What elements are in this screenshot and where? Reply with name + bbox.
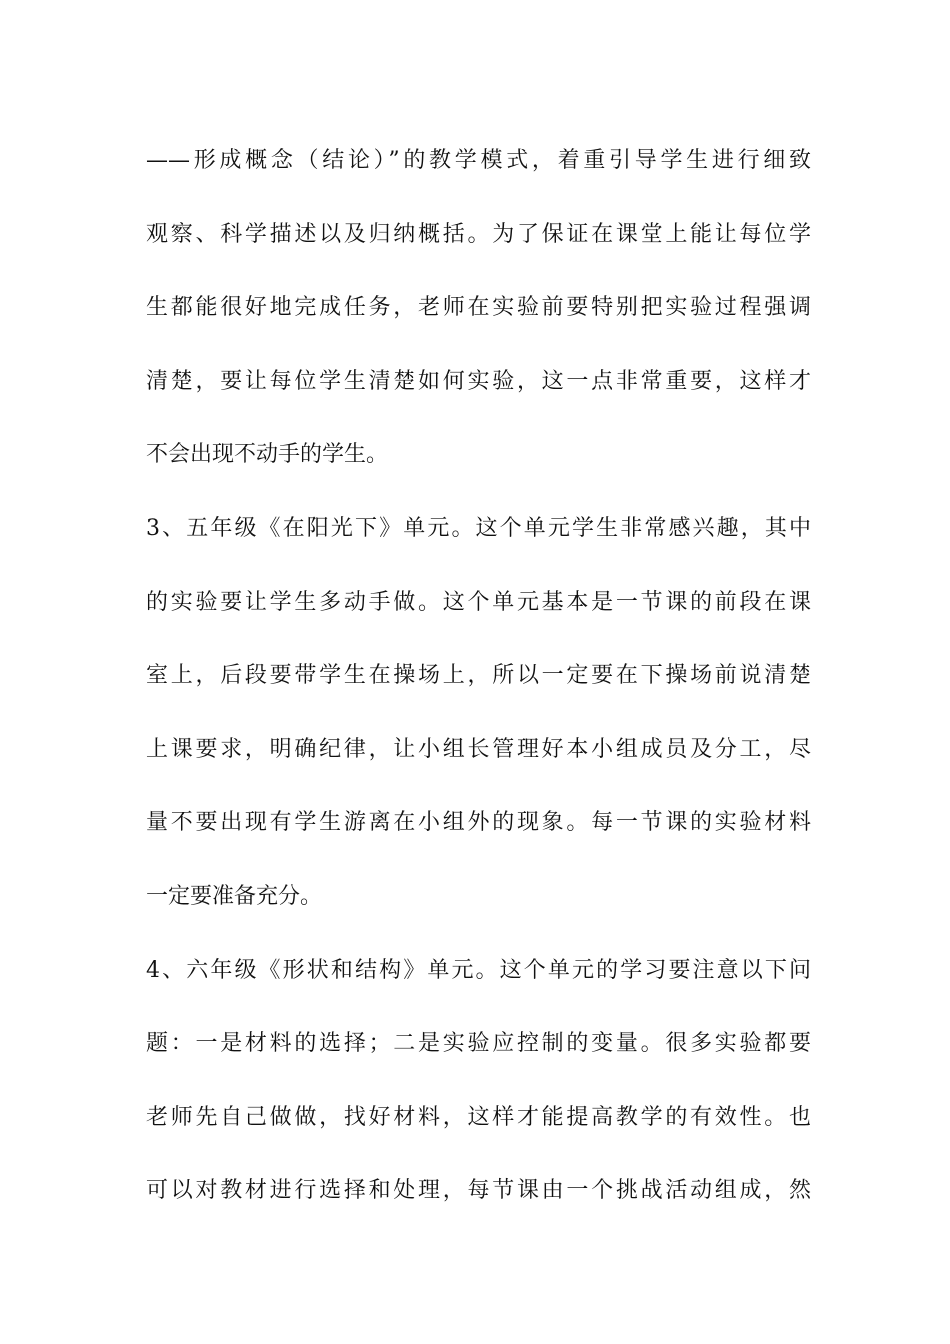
text-line: 观察、科学描述以及归纳概括。为了保证在课堂上能让每位学 xyxy=(146,221,811,247)
text-line: 一定要准备充分。 xyxy=(146,883,323,909)
text-line: 室上，后段要带学生在操场上，所以一定要在下操场前说清楚 xyxy=(146,663,811,689)
text-line: 可以对教材进行选择和处理，每节课由一个挑战活动组成，然 xyxy=(146,1178,811,1204)
text-line: 的实验要让学生多动手做。这个单元基本是一节课的前段在课 xyxy=(146,589,811,615)
text-line: 4、六年级《形状和结构》单元。这个单元的学习要注意以下问 xyxy=(146,957,811,983)
text-line: 3、五年级《在阳光下》单元。这个单元学生非常感兴趣，其中 xyxy=(146,515,811,541)
text-line: 上课要求，明确纪律，让小组长管理好本小组成员及分工，尽 xyxy=(146,736,811,762)
document-body xyxy=(146,124,811,1228)
text-line: 老师先自己做做，找好材料，这样才能提高教学的有效性。也 xyxy=(146,1104,811,1130)
text-line: 生都能很好地完成任务，老师在实验前要特别把实验过程强调 xyxy=(146,295,811,321)
text-line: 量不要出现有学生游离在小组外的现象。每一节课的实验材料 xyxy=(146,810,811,836)
text-line: 不会出现不动手的学生。 xyxy=(146,442,389,468)
text-line: 题：一是材料的选择；二是实验应控制的变量。很多实验都要 xyxy=(146,1031,811,1057)
text-line: 清楚，要让每位学生清楚如何实验，这一点非常重要，这样才 xyxy=(146,368,811,394)
text-line: ——形成概念（结论）”的教学模式，着重引导学生进行细致 xyxy=(146,148,811,173)
